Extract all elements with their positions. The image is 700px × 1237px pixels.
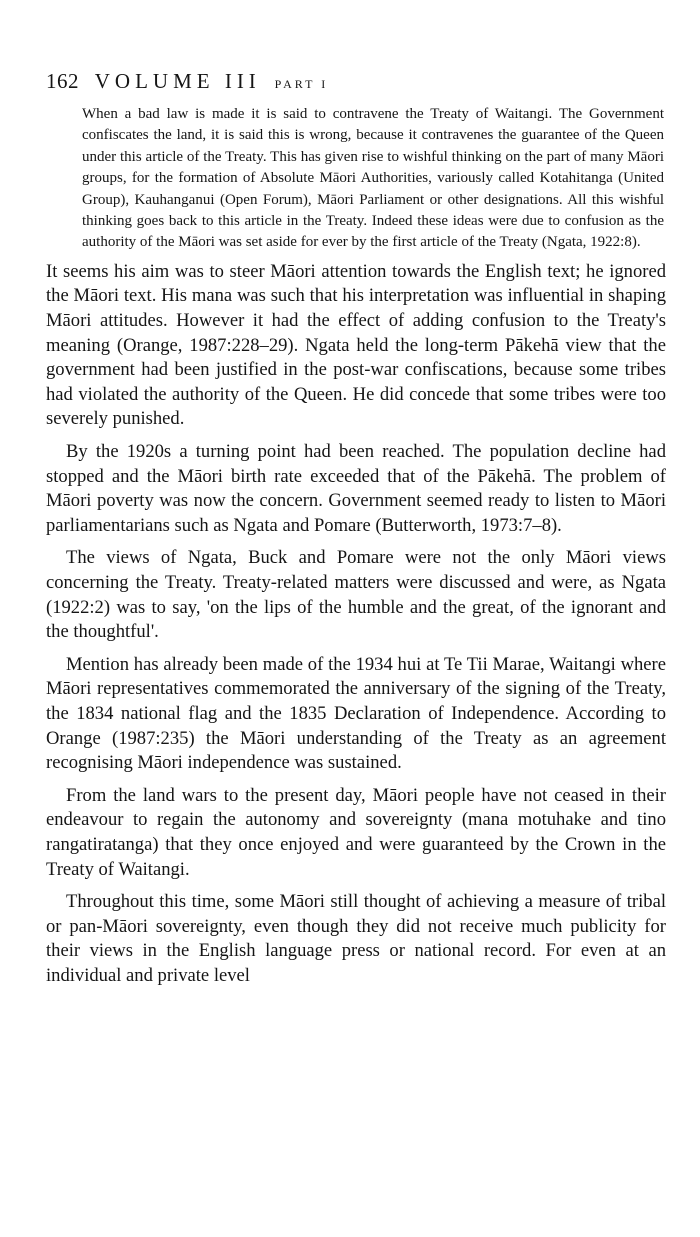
body-paragraph: Throughout this time, some Māori still thought of achieving a measure of tribal or pan-Māori sovereignty, even though they did not receive much publicity for their views in the English language press or national record. For even at an individual and private level [46,891,666,986]
page-number: 162 [46,69,79,93]
body-paragraph: Mention has already been made of the 1934 hui at Te Tii Marae, Waitangi where Māori representatives commemorated the anniversary of the signing of the Treaty, the 1834 national flag and the 1835 Declaration of Independence. According to Orange (1987:235) the Māori understanding of the Treaty as an agreement recognising Māori independence was sustained. [46,653,666,774]
part-label: PART I [274,77,329,91]
body-paragraph: By the 1920s a turning point had been reached. The population decline had stopped and the Māori birth rate exceeded that of the Pākehā. The problem of Māori poverty was now the concern. Government seemed ready to listen to Māori parliamentarians such as Ngata and Pomare (Butterworth, 1973:7–8). [46,441,666,536]
body-paragraph: It seems his aim was to steer Māori attention towards the English text; he ignored the Māori text. His mana was such that his interpretation was influential in shaping Māori attitudes. However it had the effect of adding confusion to the Treaty's meaning (Orange, 1987:228–29). Ngata held the long-term Pākehā view that the government had been justified in the post-war confiscations, because some tribes had violated the authority of the Queen. He did concede that some tribes were too severely punished. [46,260,666,430]
running-head [46,70,666,104]
book-page [46,70,666,988]
body-paragraph: The views of Ngata, Buck and Pomare were not the only Māori views concerning the Treaty. Treaty-related matters were discussed and were, as Ngata (1922:2) was to say, 'on the lips of the humble and the great, of the ignorant and the thoughtful'. [46,547,666,643]
block-quote: When a bad law is made it is said to contravene the Treaty of Waitangi. The Government confiscates the land, it is said this is wrong, because it contravenes the guarantee of the Queen under this article of the Treaty. This has given rise to wishful thinking on the part of many Māori groups, for the formation of Absolute Māori Authorities, variously called Kotahitanga (United Group), Kauhanganui (Open Forum), Māori Parliament or other designations. All this wishful thinking goes back to this article in the Treaty. Indeed these ideas were due to confusion as the authority of the Māori was set aside for ever by the first article of the Treaty (Ngata, 1922:8). [82,106,664,251]
body-paragraph: From the land wars to the present day, Māori people have not ceased in their endeavour to regain the autonomy and sovereignty (mana motuhake and tino rangatiratanga) that they once enjoyed and were guaranteed by the Crown in the Treaty of Waitangi. [46,784,666,880]
volume-label: VOLUME III [94,69,261,93]
